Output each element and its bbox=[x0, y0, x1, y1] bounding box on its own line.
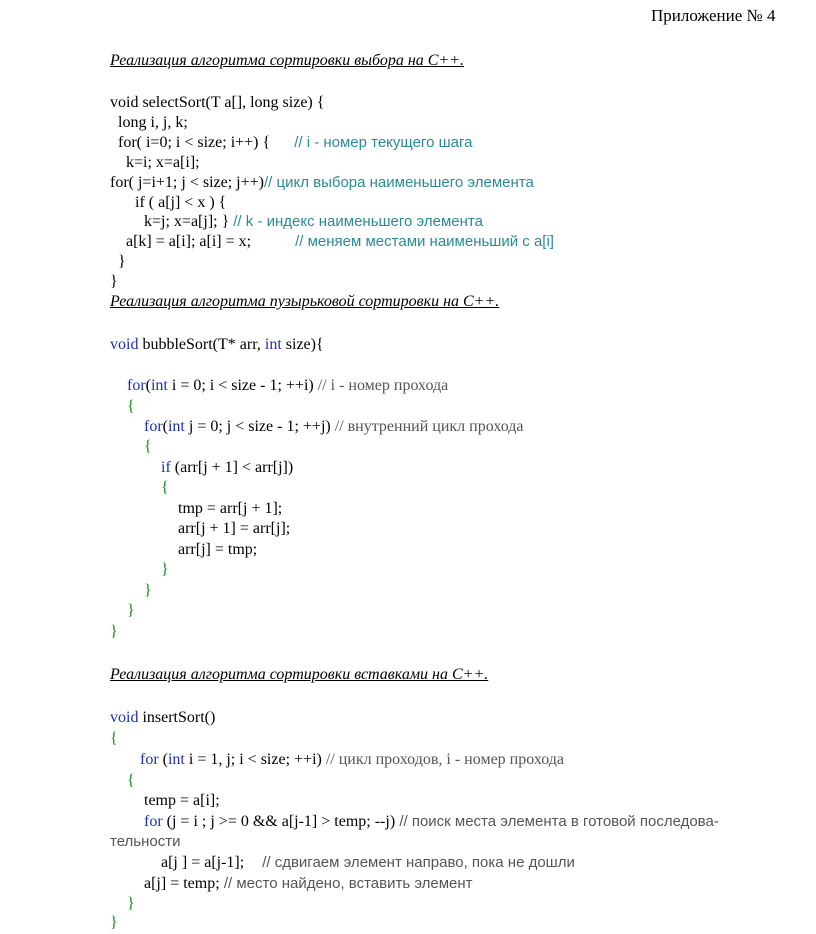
code-line: { bbox=[144, 438, 152, 455]
code-text: for( i=0; i < size; i++) { bbox=[118, 134, 271, 151]
code-line bbox=[161, 853, 575, 873]
code-text: bubbleSort(T* arr, bbox=[138, 336, 265, 353]
code-comment: // цикл выбора наименьшего элемента bbox=[263, 174, 534, 191]
code-line: } bbox=[110, 273, 118, 290]
code-text: ( bbox=[145, 377, 151, 394]
code-line: long i, j, k; bbox=[118, 114, 188, 131]
code-line bbox=[161, 458, 293, 478]
code-line: } bbox=[127, 602, 135, 619]
code-line: void selectSort(T a[], long size) { bbox=[110, 94, 325, 111]
code-text: ( bbox=[162, 418, 168, 435]
selection-sort-title: Реализация алгоритма сортировки выбора на С++. bbox=[110, 52, 465, 69]
code-line bbox=[144, 812, 719, 832]
page-header: Приложение № 4 bbox=[651, 6, 776, 25]
code-line: } bbox=[110, 914, 118, 931]
keyword: for bbox=[140, 751, 159, 768]
code-text: a[j ] = a[j-1]; bbox=[161, 854, 245, 871]
code-comment: // i - номер прохода bbox=[313, 377, 449, 394]
code-text: for( j=i+1; j < size; j++) bbox=[110, 174, 264, 191]
keyword: void bbox=[110, 336, 139, 353]
code-text: a[j] = temp; bbox=[144, 875, 220, 892]
code-text: k=j; x=a[j]; } bbox=[144, 213, 230, 230]
code-line: } bbox=[118, 253, 126, 270]
code-line: if ( a[j] < x ) { bbox=[135, 194, 227, 211]
keyword: for bbox=[144, 418, 163, 435]
code-line: { bbox=[127, 772, 135, 789]
keyword: int bbox=[150, 377, 168, 394]
code-line bbox=[144, 212, 483, 232]
code-comment: // внутренний цикл прохода bbox=[330, 418, 524, 435]
code-text: (j = i ; j >= 0 && a[j-1] > temp; --j) bbox=[162, 813, 396, 830]
keyword: int bbox=[264, 336, 282, 353]
code-line bbox=[110, 335, 324, 355]
code-line: { bbox=[161, 479, 169, 496]
code-line bbox=[144, 417, 524, 437]
code-line: { bbox=[110, 730, 118, 747]
keyword: for bbox=[127, 377, 146, 394]
code-line bbox=[110, 173, 534, 193]
code-line bbox=[144, 874, 473, 894]
code-line: arr[j] = tmp; bbox=[178, 541, 258, 558]
code-text: insertSort() bbox=[138, 709, 216, 726]
code-comment: // цикл проходов, i - номер прохода bbox=[321, 751, 564, 768]
code-comment: тельности bbox=[110, 833, 181, 850]
code-line: arr[j + 1] = arr[j]; bbox=[178, 520, 291, 537]
code-comment: // k - индекс наименьшего элемента bbox=[233, 213, 483, 230]
insertion-sort-title: Реализация алгоритма сортировки вставками на С++. bbox=[110, 666, 489, 683]
code-comment: // меняем местами наименьший с a[i] bbox=[295, 233, 554, 250]
bubble-sort-title: Реализация алгоритма пузырьковой сортировки на С++. bbox=[110, 293, 500, 310]
code-line bbox=[118, 133, 472, 153]
code-line: } bbox=[110, 623, 118, 640]
code-text: size){ bbox=[281, 336, 324, 353]
keyword: int bbox=[167, 751, 185, 768]
code-text: a[k] = a[i]; a[i] = x; bbox=[126, 233, 252, 250]
code-line bbox=[140, 750, 564, 770]
keyword: int bbox=[167, 418, 185, 435]
code-comment: // сдвигаем элемент направо, пока не дошли bbox=[262, 854, 575, 871]
keyword: void bbox=[110, 709, 139, 726]
code-line bbox=[126, 232, 554, 252]
code-line: temp = a[i]; bbox=[144, 792, 220, 809]
code-line bbox=[127, 376, 448, 396]
code-line: { bbox=[127, 398, 135, 415]
code-text: (arr[j + 1] < arr[j]) bbox=[170, 459, 294, 476]
code-line: k=i; x=a[i]; bbox=[126, 154, 200, 171]
code-comment: // i - номер текущего шага bbox=[294, 134, 473, 151]
code-text: i = 1, j; i < size; ++i) bbox=[184, 751, 322, 768]
code-line bbox=[110, 708, 215, 728]
keyword: if bbox=[161, 459, 171, 476]
code-comment: // поиск места элемента в готовой последова- bbox=[395, 813, 719, 830]
code-line: } bbox=[144, 582, 152, 599]
code-line: } bbox=[161, 561, 169, 578]
code-text: i = 0; i < size - 1; ++i) bbox=[167, 377, 314, 394]
code-line: } bbox=[127, 895, 135, 912]
code-text: ( bbox=[158, 751, 168, 768]
code-comment: // место найдено, вставить элемент bbox=[219, 875, 473, 892]
code-line: tmp = arr[j + 1]; bbox=[178, 500, 283, 517]
code-text: j = 0; j < size - 1; ++j) bbox=[184, 418, 331, 435]
keyword: for bbox=[144, 813, 163, 830]
